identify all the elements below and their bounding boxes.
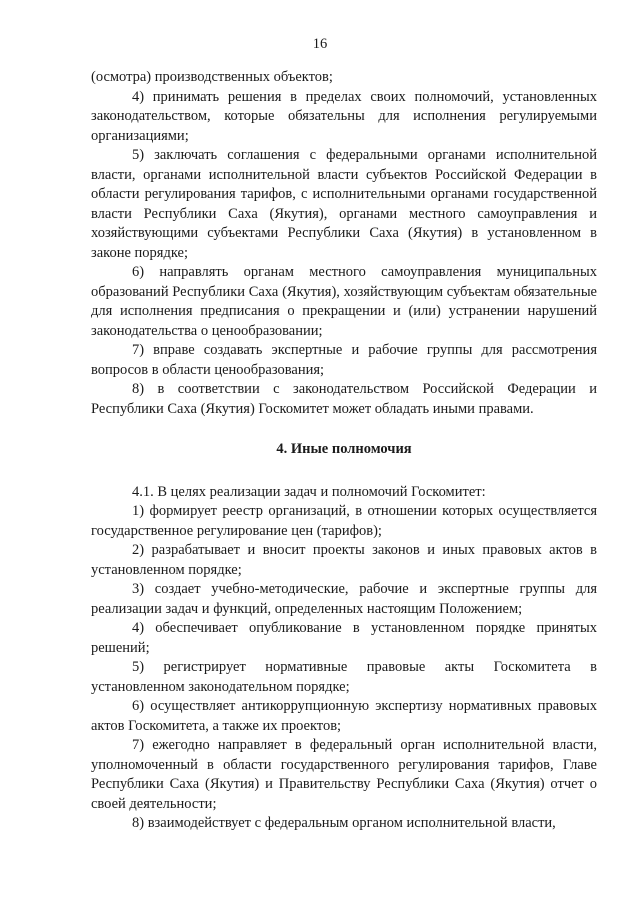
paragraph-item-8: 8) в соответствии с законодательством Российской Федерации и Республики Саха (Якутия) Госкомитет может обладать иными правами. xyxy=(91,381,597,417)
page-number: 16 xyxy=(312,36,328,52)
paragraph-continuation: (осмотра) производственных объектов; xyxy=(91,69,333,85)
heading-spacer xyxy=(91,460,597,483)
paragraph-4-1-item-8: 8) взаимодействует с федеральным органом исполнительной власти, xyxy=(132,815,556,831)
paragraph-item-6: 6) направлять органам местного самоуправления муниципальных образований Республики Саха (Якутия), хозяйствующим субъектам обязательные для исполнения предписания о прекращении и (или) устранении нарушений законодательства о ценообразовании; xyxy=(91,264,597,339)
paragraph-item-5: 5) заключать соглашения с федеральными органами исполнительной власти, органами исполнительной власти субъектов Российской Федерации в области регулирования тарифов, с исполнительными органами государственной власти Республики Саха (Якутия), органами местного самоуправления и хозяйствующими субъектами Республики Саха (Якутия) в установленном в законе порядке; xyxy=(91,147,597,261)
paragraph-item-4: 4) принимать решения в пределах своих полномочий, установленных законодательством, которые обязательны для исполнения регулируемыми организациями; xyxy=(91,88,597,144)
paragraph-4-1-item-6: 6) осуществляет антикоррупционную экспертизу нормативных правовых актов Госкомитета, а также их проектов; xyxy=(91,698,597,734)
section-heading: 4. Иные полномочия xyxy=(276,441,412,457)
document-body xyxy=(91,68,597,834)
paragraph-item-7: 7) вправе создавать экспертные и рабочие группы для рассмотрения вопросов в области ценообразования; xyxy=(91,342,597,378)
paragraph-4-1-item-1: 1) формирует реестр организаций, в отношении которых осуществляется государственное регулирование цен (тарифов); xyxy=(91,503,597,539)
paragraph-4-1-item-2: 2) разрабатывает и вносит проекты законов и иных правовых актов в установленном порядке; xyxy=(91,542,597,578)
paragraph-4-1-item-4: 4) обеспечивает опубликование в установленном порядке принятых решений; xyxy=(91,620,597,656)
paragraph-4-1-item-5: 5) регистрирует нормативные правовые акты Госкомитета в установленном законодательном порядке; xyxy=(91,659,597,695)
paragraph-4-1-item-3: 3) создает учебно-методические, рабочие и экспертные группы для реализации задач и функций, определенных настоящим Положением; xyxy=(91,581,597,617)
paragraph-4-1: 4.1. В целях реализации задач и полномочий Госкомитет: xyxy=(132,483,486,500)
paragraph-4-1-item-7: 7) ежегодно направляет в федеральный орган исполнительной власти, уполномоченный в области государственного регулирования тарифов, Главе Республики Саха (Якутия) и Правительству Республики Саха (Якутия) отчет о своей деятельности; xyxy=(91,737,597,812)
